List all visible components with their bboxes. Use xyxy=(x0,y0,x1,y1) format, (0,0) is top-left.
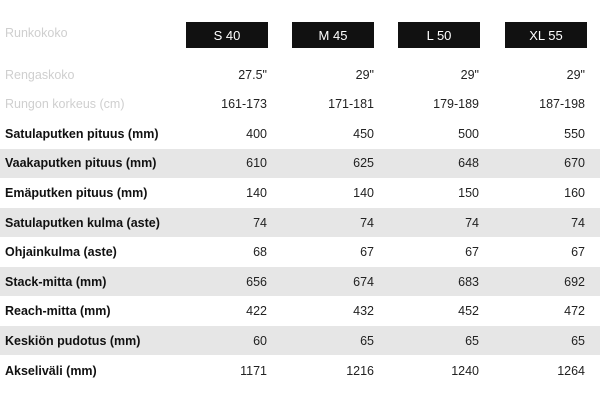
row-value: 550 xyxy=(564,126,585,141)
row-value: 432 xyxy=(353,304,374,319)
row-value: 500 xyxy=(458,126,479,141)
row-value: 422 xyxy=(246,304,267,319)
row-value: 171-181 xyxy=(328,97,374,112)
row-value: 27.5" xyxy=(238,67,267,82)
row-value: 29" xyxy=(460,67,479,82)
row-value: 140 xyxy=(353,185,374,200)
row-value: 74 xyxy=(465,215,479,230)
row-value: 150 xyxy=(458,185,479,200)
table-row xyxy=(0,208,600,237)
row-value: 140 xyxy=(246,185,267,200)
row-label: Akseliväli (mm) xyxy=(5,363,97,378)
row-value: 179-189 xyxy=(433,97,479,112)
row-label: Ohjainkulma (aste) xyxy=(5,245,117,260)
row-value: 625 xyxy=(353,156,374,171)
table-row xyxy=(0,297,600,326)
table-row xyxy=(0,90,600,119)
row-value: 161-173 xyxy=(221,97,267,112)
row-value: 670 xyxy=(564,156,585,171)
row-value: 1240 xyxy=(451,363,479,378)
row-value: 65 xyxy=(571,333,585,348)
row-value: 74 xyxy=(571,215,585,230)
row-value: 65 xyxy=(360,333,374,348)
row-value: 1216 xyxy=(346,363,374,378)
table-row xyxy=(0,326,600,355)
row-label: Rungon korkeus (cm) xyxy=(5,97,125,112)
row-label: Emäputken pituus (mm) xyxy=(5,185,148,200)
table-row xyxy=(0,238,600,267)
row-value: 67 xyxy=(360,245,374,260)
row-value: 610 xyxy=(246,156,267,171)
size-header-s: S 40 xyxy=(186,22,268,48)
row-value: 450 xyxy=(353,126,374,141)
row-value: 29" xyxy=(355,67,374,82)
size-header-l: L 50 xyxy=(398,22,480,48)
row-value: 67 xyxy=(571,245,585,260)
row-value: 67 xyxy=(465,245,479,260)
row-label: Vaakaputken pituus (mm) xyxy=(5,156,157,171)
row-value: 1264 xyxy=(557,363,585,378)
row-value: 1171 xyxy=(240,363,267,378)
row-value: 656 xyxy=(246,274,267,289)
row-value: 74 xyxy=(360,215,374,230)
row-value: 692 xyxy=(564,274,585,289)
row-value: 187-198 xyxy=(539,97,585,112)
row-value: 400 xyxy=(246,126,267,141)
table-row xyxy=(0,267,600,296)
row-value: 65 xyxy=(465,333,479,348)
row-label: Stack-mitta (mm) xyxy=(5,274,107,289)
row-value: 472 xyxy=(564,304,585,319)
frame-size-label: Runkokoko xyxy=(5,26,68,40)
row-value: 674 xyxy=(353,274,374,289)
row-label: Rengaskoko xyxy=(5,67,75,82)
row-label: Keskiön pudotus (mm) xyxy=(5,333,141,348)
row-label: Satulaputken kulma (aste) xyxy=(5,215,160,230)
row-value: 74 xyxy=(253,215,267,230)
table-row xyxy=(0,119,600,148)
row-value: 60 xyxy=(253,333,267,348)
size-header-xl: XL 55 xyxy=(505,22,587,48)
size-header-m: M 45 xyxy=(292,22,374,48)
row-label: Reach-mitta (mm) xyxy=(5,304,111,319)
row-value: 68 xyxy=(253,245,267,260)
row-value: 452 xyxy=(458,304,479,319)
row-value: 160 xyxy=(564,185,585,200)
row-value: 683 xyxy=(458,274,479,289)
table-row xyxy=(0,178,600,207)
table-row xyxy=(0,149,600,178)
table-row xyxy=(0,356,600,385)
table-row xyxy=(0,60,600,89)
row-value: 648 xyxy=(458,156,479,171)
row-value: 29" xyxy=(566,67,585,82)
row-label: Satulaputken pituus (mm) xyxy=(5,126,159,141)
